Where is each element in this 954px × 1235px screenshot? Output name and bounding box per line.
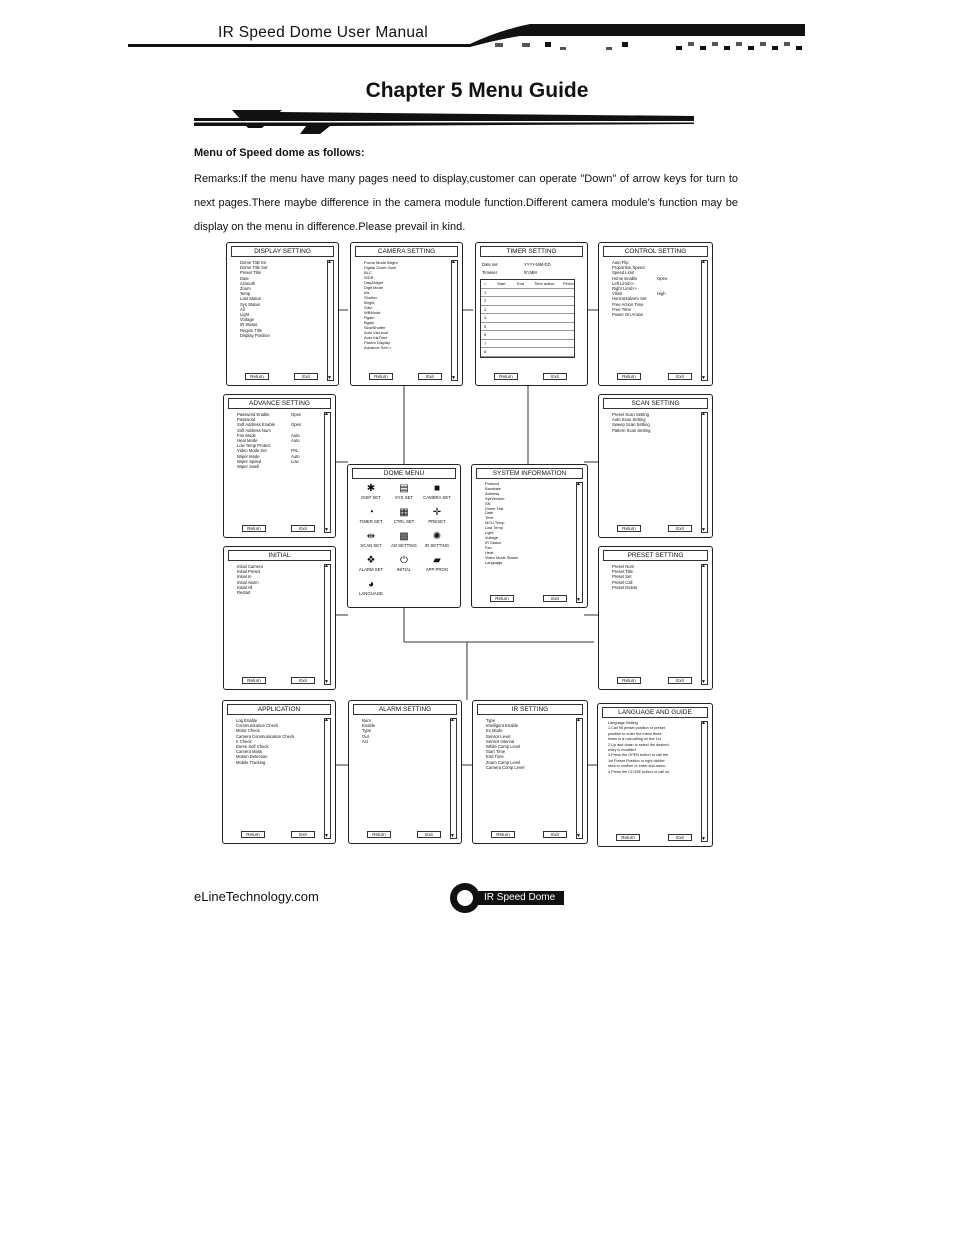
menu-title: INITIAL xyxy=(228,550,331,561)
scrollbar[interactable] xyxy=(451,260,458,381)
menu-item[interactable]: Num xyxy=(362,718,371,723)
return-button[interactable]: Return xyxy=(617,373,641,380)
menu-items xyxy=(612,412,650,433)
menu-item[interactable]: Preset Num xyxy=(612,564,635,569)
menu-item: Date xyxy=(485,510,494,516)
menu-item[interactable]: WDR xyxy=(364,275,374,280)
preset-setting-menu xyxy=(598,546,713,690)
guide-text: entry is modified xyxy=(608,748,636,753)
menu-item[interactable]: Auto IrisLevel xyxy=(364,330,389,335)
sys-set-icon[interactable]: ▤ SYS SET xyxy=(394,483,414,500)
menu-item[interactable]: Type xyxy=(486,718,496,723)
language-icon[interactable]: ◕ LANGUAGE xyxy=(359,579,383,596)
menu-item: Lost Temp xyxy=(485,525,503,531)
menu-item[interactable]: Ir Check xyxy=(236,738,252,744)
menu-item[interactable]: WBMode xyxy=(364,310,381,315)
scrollbar[interactable] xyxy=(701,260,708,381)
menu-title: IR SETTING xyxy=(477,704,583,715)
menu-items xyxy=(364,260,398,350)
menu-item[interactable]: Initial Alarm xyxy=(237,579,259,585)
scrollbar[interactable] xyxy=(701,721,708,842)
menu-item[interactable]: SlowShutter xyxy=(364,325,386,330)
menu-title: ADVANCE SETTING xyxy=(228,398,331,409)
menu-item: Fan xyxy=(485,544,492,550)
menu-item[interactable]: Motor Check xyxy=(236,728,260,734)
menu-item[interactable]: Vlimit High xyxy=(612,291,666,297)
menu-item[interactable]: Light xyxy=(240,312,250,318)
menu-item[interactable]: Initial Preset xyxy=(237,569,261,575)
menu-title: DOME MENU xyxy=(352,468,456,479)
ad-setting-icon[interactable]: ▩ AD SETTING xyxy=(391,531,417,548)
menu-item[interactable]: Heat Mode Auto xyxy=(237,438,300,444)
menu-item[interactable]: Power On Action xyxy=(612,312,644,318)
exit-button[interactable]: Exit xyxy=(418,373,442,380)
return-button[interactable]: Return xyxy=(241,831,265,838)
menu-item[interactable]: Restart xyxy=(237,590,251,596)
exit-button[interactable]: Exit xyxy=(291,525,315,532)
menu-item[interactable]: All xyxy=(240,306,245,312)
menu-items xyxy=(237,412,312,469)
time-set-label: Timeset xyxy=(482,270,497,275)
exit-button[interactable]: Exit xyxy=(668,834,692,841)
timer-row[interactable]: 7 xyxy=(481,340,574,349)
scrollbar[interactable] xyxy=(324,412,331,533)
menu-item[interactable]: Log Enable xyxy=(236,718,258,723)
menu-item[interactable]: Digital Zoom Gain xyxy=(364,265,397,270)
control-setting-menu xyxy=(598,242,713,386)
menu-items xyxy=(486,718,524,770)
menu-item: Time xyxy=(485,515,494,521)
menu-item[interactable]: Dome Self Check xyxy=(236,744,269,750)
exit-button[interactable]: Exit xyxy=(668,525,692,532)
menu-item[interactable]: Zoom xyxy=(240,286,251,292)
language-guide-menu xyxy=(597,703,713,847)
menu-item[interactable]: Soft Address Num xyxy=(237,427,271,433)
return-button[interactable]: Return xyxy=(367,831,391,838)
manual-title: IR Speed Dome User Manual xyxy=(218,24,428,41)
menu-item: Protocol xyxy=(485,481,500,486)
return-button[interactable]: Return xyxy=(242,677,266,684)
menu-item: SN xyxy=(485,500,491,506)
return-button[interactable]: Return xyxy=(490,595,514,602)
menu-item[interactable]: White Comp Level xyxy=(486,744,521,750)
timer-row[interactable]: 5 xyxy=(481,323,574,332)
menu-item[interactable]: Wiper Swell xyxy=(237,464,260,470)
return-button[interactable]: Return xyxy=(491,831,515,838)
scrollbar[interactable] xyxy=(701,564,708,685)
return-button[interactable]: Return xyxy=(242,525,266,532)
timer-row[interactable]: 6 xyxy=(481,331,574,340)
menu-title: CAMERA SETTING xyxy=(355,246,458,257)
menu-item[interactable]: Free Time xyxy=(612,306,631,312)
display-setting-menu xyxy=(226,242,339,386)
guide-text: times in a row.calling on the 1st xyxy=(608,737,661,742)
footer-badge-label: IR Speed Dome xyxy=(476,891,564,905)
date-set-value: YYYY-MM-DD xyxy=(524,262,551,267)
dome-main-menu xyxy=(347,464,461,608)
menu-title: ALARM SETTING xyxy=(353,704,457,715)
chapter-title: Chapter 5 Menu Guide xyxy=(365,79,589,102)
menu-item[interactable]: Last Status xyxy=(240,296,261,302)
menu-title: CONTROL SETTING xyxy=(603,246,708,257)
menu-item: Baudrate xyxy=(485,485,501,491)
menu-item[interactable]: Azimuth xyxy=(240,280,256,286)
menu-item: IR Status xyxy=(485,539,502,545)
menu-item: Video Mode Status xyxy=(485,554,518,560)
guide-text: 1.Call 95 preset position or preset xyxy=(608,726,665,731)
menu-item[interactable]: Preset Delete xyxy=(612,584,638,590)
timer-set-icon[interactable]: ◔ TIMER SET xyxy=(359,507,383,524)
menu-item[interactable]: Sensor Level xyxy=(486,733,511,739)
menu-item: Voltage xyxy=(485,534,498,540)
menu-item[interactable]: Password xyxy=(237,417,256,423)
menu-title: SCAN SETTING xyxy=(603,398,708,409)
menu-title: TIMER SETTING xyxy=(480,246,583,257)
timer-setting-menu xyxy=(475,242,588,386)
menu-item[interactable]: Rgain xyxy=(364,315,375,320)
menu-item[interactable]: Preset Set xyxy=(612,574,632,580)
exit-button[interactable]: Exit xyxy=(291,677,315,684)
menu-item[interactable]: Auto IrisTime xyxy=(364,335,388,340)
menu-item[interactable]: Focus Mode Bright xyxy=(364,260,398,265)
scrollbar[interactable] xyxy=(450,718,457,839)
exit-button[interactable]: Exit xyxy=(543,831,567,838)
scrollbar[interactable] xyxy=(324,564,331,685)
menu-item[interactable]: Digit Mode xyxy=(364,285,384,290)
exit-button[interactable]: Exit xyxy=(294,373,318,380)
scrollbar[interactable] xyxy=(576,718,583,839)
menu-item[interactable]: Motion Detection xyxy=(236,754,268,760)
menu-item[interactable]: Free Action Time xyxy=(612,301,644,307)
exit-button[interactable]: Exit xyxy=(668,373,692,380)
menu-items xyxy=(240,260,270,338)
camera-setting-menu xyxy=(350,242,463,386)
menu-items xyxy=(608,721,669,775)
alarm-set-icon[interactable]: ❖ ALARM SET xyxy=(358,555,384,572)
scrollbar[interactable] xyxy=(701,412,708,533)
menu-item[interactable]: Horizontalzero Set xyxy=(612,296,647,302)
initial-menu xyxy=(223,546,336,690)
menu-item[interactable]: Start Time xyxy=(486,749,506,755)
timer-row[interactable]: 8 xyxy=(481,348,574,357)
menu-item[interactable]: Wiper Mode Auto xyxy=(237,453,300,459)
menu-item[interactable]: Initial Camera xyxy=(237,564,263,569)
menu-item[interactable]: Camera Mask xyxy=(236,749,263,755)
menu-items xyxy=(612,564,637,590)
menu-item[interactable]: Temp xyxy=(240,291,251,297)
menu-item[interactable]: Advance Set>> xyxy=(364,345,392,350)
exit-button[interactable]: Exit xyxy=(543,595,567,602)
timer-row[interactable]: 2 xyxy=(481,297,574,306)
menu-item[interactable]: Right Limit>> xyxy=(612,286,637,292)
menu-item: Address xyxy=(485,490,500,496)
menu-item[interactable]: Dome Title En xyxy=(240,260,267,265)
menu-item[interactable]: Auto Scan Setting xyxy=(612,417,646,423)
menu-item[interactable]: BLC xyxy=(364,270,372,275)
scrollbar[interactable] xyxy=(324,718,331,839)
menu-item[interactable]: Type xyxy=(362,728,372,734)
timer-row[interactable]: 1 xyxy=(481,289,574,298)
menu-item[interactable]: Intelligent Enable xyxy=(486,723,519,729)
menu-item[interactable]: Shutter xyxy=(364,295,377,300)
menu-item[interactable]: Camera Comp Level xyxy=(486,764,525,770)
menu-item[interactable]: Preset Title xyxy=(240,270,261,276)
menu-title: LANGUAGE AND GUIDE xyxy=(602,707,708,718)
menu-item: Dome Title xyxy=(485,505,504,511)
menu-item[interactable]: Password Enable Open xyxy=(237,412,302,417)
menu-item[interactable]: Initial All xyxy=(237,584,253,590)
menu-item[interactable]: Camera Communication Check xyxy=(236,733,295,739)
menu-item: MCU Temp xyxy=(485,520,505,526)
menu-item: Light xyxy=(485,530,494,536)
return-button[interactable]: Return xyxy=(245,373,269,380)
return-button[interactable]: Return xyxy=(617,677,641,684)
scrollbar[interactable] xyxy=(327,260,334,381)
menu-item[interactable]: Display Position xyxy=(240,332,270,338)
scan-setting-menu xyxy=(598,394,713,538)
menu-item[interactable]: Soft Address Enable Open xyxy=(237,422,302,428)
menu-item[interactable]: Out xyxy=(362,733,369,739)
ir-setting-icon[interactable]: ✺ IR SETTING xyxy=(424,531,450,548)
menu-item[interactable]: Date xyxy=(240,275,249,281)
menu-item[interactable]: Low Temp Protect xyxy=(237,443,271,449)
menu-items xyxy=(612,260,682,317)
menu-item[interactable]: Preset Title xyxy=(612,569,633,575)
menu-item[interactable]: Video Mode Set PAL xyxy=(237,448,299,454)
menu-item[interactable]: Voltage xyxy=(240,317,254,323)
guide-text: position to enter the menu three xyxy=(608,731,662,736)
guide-text: 1st Preset Position or right divider xyxy=(608,758,665,763)
menu-item[interactable]: Auto Flip xyxy=(612,260,629,265)
timer-header-row: ○ Start End Time action Period xyxy=(481,280,574,289)
system-information-menu xyxy=(471,464,588,608)
menu-item[interactable]: Preset Scan Setting xyxy=(612,412,650,417)
guide-text: 2.Up and down to select the desired xyxy=(608,742,669,747)
badge-ring-icon xyxy=(450,883,480,913)
camera-set-icon[interactable]: ■ CAMERA SET xyxy=(423,483,451,500)
menu-item[interactable]: Sys Status xyxy=(240,301,261,307)
timer-row[interactable]: 3 xyxy=(481,306,574,315)
initial-icon[interactable]: ⏻ INITIAL xyxy=(396,555,412,572)
menu-item[interactable]: Ex Mode xyxy=(486,728,503,734)
return-button[interactable]: Return xyxy=(369,373,393,380)
menu-item[interactable]: Preset Call xyxy=(612,579,633,585)
menu-title: DISPLAY SETTING xyxy=(231,246,334,257)
menu-item[interactable]: Left Limit>> xyxy=(612,280,634,286)
exit-button[interactable]: Exit xyxy=(668,677,692,684)
menu-item: Heat xyxy=(485,549,494,555)
exit-button[interactable]: Exit xyxy=(291,831,315,838)
menu-item[interactable]: Enable xyxy=(362,723,376,729)
menu-title: PRESET SETTING xyxy=(603,550,708,561)
menu-item: Language xyxy=(485,559,503,565)
exit-button[interactable]: Exit xyxy=(543,373,567,380)
menu-item[interactable]: Region Title xyxy=(240,327,263,333)
menu-item[interactable]: Param Display xyxy=(364,340,391,345)
guide-text: 3.Press the OPEN button or call the xyxy=(608,753,669,758)
application-menu xyxy=(222,700,336,844)
menu-items xyxy=(237,564,263,595)
preset-icon[interactable]: ✛ PRESET xyxy=(428,507,446,524)
timer-table xyxy=(480,279,575,358)
guide-text: stick to confirm or enter sub-menu xyxy=(608,764,666,769)
alarm-setting-menu xyxy=(348,700,462,844)
menu-item[interactable]: Bgain xyxy=(364,320,375,325)
footer-website: eLineTechnology.com xyxy=(194,889,319,904)
time-set-value: hh:MM xyxy=(524,270,537,275)
menu-item[interactable]: End Time xyxy=(486,754,504,760)
menu-item[interactable]: Zoom Comp Level xyxy=(486,759,521,765)
app-prog-icon[interactable]: ▰ APP PROG xyxy=(425,555,449,572)
section-subheading: Menu of Speed dome as follows: xyxy=(194,147,365,159)
menu-item[interactable]: Bright xyxy=(364,300,375,305)
menu-title: SYSTEM INFORMATION xyxy=(476,468,583,479)
menu-item[interactable]: Day&Night xyxy=(364,280,384,285)
menu-item[interactable]: Iris xyxy=(364,290,370,295)
menu-item[interactable]: Communication Check xyxy=(236,723,279,729)
menu-item[interactable]: Home Enable Open xyxy=(612,275,668,281)
menu-item[interactable]: Wiper Speed Low xyxy=(237,458,299,464)
exit-button[interactable]: Exit xyxy=(417,831,441,838)
menu-item[interactable]: Sweep Scan Setting xyxy=(612,422,650,428)
time-set-row[interactable] xyxy=(482,269,577,277)
timer-row[interactable]: 4 xyxy=(481,314,574,323)
date-set-label: Date set xyxy=(482,262,498,267)
menu-item[interactable]: Mobile Tracking xyxy=(236,759,266,765)
menu-item[interactable]: Dome Title Set xyxy=(240,265,268,271)
return-button[interactable]: Return xyxy=(617,525,641,532)
menu-item[interactable]: Language Setting xyxy=(608,721,638,725)
menu-item[interactable]: Gain xyxy=(364,305,373,310)
advance-setting-menu xyxy=(223,394,336,538)
menu-items xyxy=(236,718,294,765)
date-set-row[interactable] xyxy=(482,261,577,269)
disp-set-icon[interactable]: ✱ DISP SET xyxy=(361,483,381,500)
menu-item[interactable]: Pattern Scan Setting xyxy=(612,427,651,433)
menu-item[interactable]: IR Status xyxy=(240,322,258,328)
menu-items xyxy=(362,718,375,744)
menu-item: SysVersion xyxy=(485,495,505,501)
menu-item[interactable]: Initial In xyxy=(237,574,252,580)
menu-item[interactable]: Sensor Interval xyxy=(486,738,515,744)
guide-text: 4.Press the CLOSE button or call on xyxy=(608,769,670,774)
menu-item[interactable]: Fan Mode Auto xyxy=(237,432,300,438)
menu-title: APPLICATION xyxy=(227,704,331,715)
return-button[interactable]: Return xyxy=(494,373,518,380)
ctrl-set-icon[interactable]: ▦ CTRL SET xyxy=(393,507,415,524)
remarks-paragraph: Remarks:If the menu have many pages need to display,customer can operate "Down" of arrow keys for turn to next pages.There maybe difference in the camera module function.Different camera module's function may be display on the menu in difference.Please prevail in kind. xyxy=(194,173,738,233)
scrollbar[interactable] xyxy=(576,482,583,603)
menu-item[interactable]: Speed Limit xyxy=(612,270,635,276)
menu-item[interactable]: Act xyxy=(362,738,369,744)
scan-set-icon[interactable]: ⇹ SCAN SET xyxy=(360,531,382,548)
return-button[interactable]: Return xyxy=(616,834,640,841)
menu-item[interactable]: Proportion Speed xyxy=(612,265,645,271)
menu-items xyxy=(485,482,518,565)
ir-setting-menu xyxy=(472,700,588,844)
